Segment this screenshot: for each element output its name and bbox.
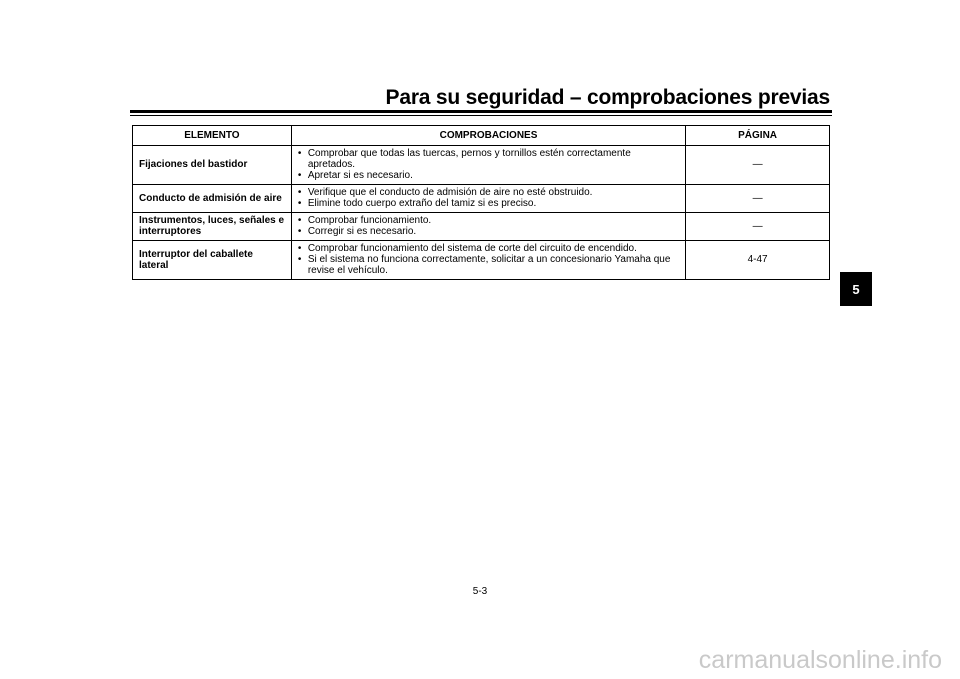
table-row [133, 185, 830, 213]
title-rule-thin [130, 115, 832, 116]
row-checks [291, 241, 685, 280]
row-page: 4-47 [686, 241, 830, 280]
check-item: • Comprobar funcionamiento. [298, 215, 679, 226]
table-row [133, 241, 830, 280]
check-item: • Corregir si es necesario. [298, 226, 679, 237]
check-item: • Verifique que el conducto de admisión de aire no esté obstruido. [298, 187, 679, 198]
page-title: Para su seguridad – comprobaciones previas [385, 86, 830, 109]
column-header-page: PÁGINA [686, 126, 830, 146]
check-item: • Si el sistema no funciona correctamente, solicitar a un concesionario Yamaha que revise el vehículo. [298, 254, 679, 276]
row-element: Instrumentos, luces, señales e interruptores [133, 213, 292, 241]
watermark: carmanualsonline.info [698, 646, 942, 674]
check-item: • Comprobar que todas las tuercas, pernos y tornillos estén correctamente apretados. [298, 148, 679, 170]
chapter-tab: 5 [840, 272, 872, 306]
row-checks [291, 185, 685, 213]
check-item: • Apretar si es necesario. [298, 170, 679, 181]
row-page: — [686, 146, 830, 185]
row-element: Fijaciones del bastidor [133, 146, 292, 185]
table-header-row [133, 126, 830, 146]
row-page: — [686, 213, 830, 241]
title-rule [130, 110, 832, 113]
row-element: Conducto de admisión de aire [133, 185, 292, 213]
column-header-element: ELEMENTO [133, 126, 292, 146]
row-page: — [686, 185, 830, 213]
row-checks [291, 146, 685, 185]
row-element: Interruptor del caballete lateral [133, 241, 292, 280]
row-checks [291, 213, 685, 241]
table-row [133, 213, 830, 241]
check-item: • Comprobar funcionamiento del sistema de corte del circuito de encendido. [298, 243, 679, 254]
table-row [133, 146, 830, 185]
checks-table [132, 125, 830, 280]
page-number: 5-3 [472, 586, 488, 597]
column-header-checks: COMPROBACIONES [291, 126, 685, 146]
check-item: • Elimine todo cuerpo extraño del tamiz si es preciso. [298, 198, 679, 209]
